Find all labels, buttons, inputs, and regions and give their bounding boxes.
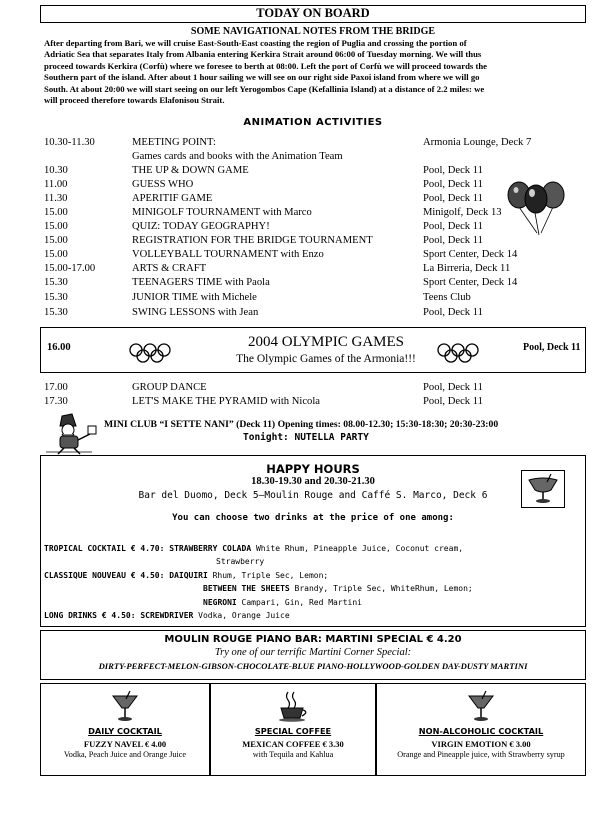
nav-notes-line: Southern part of the island. After about 1 hour sailing we will see on our right side Paxoi island from where we will go bbox=[44, 72, 480, 83]
activity-time: 17.30 bbox=[44, 396, 68, 407]
drink-row bbox=[216, 557, 264, 566]
drink-row bbox=[44, 571, 328, 580]
activity-name: REGISTRATION FOR THE BRIDGE TOURNAMENT bbox=[132, 235, 373, 246]
activity-place: Sport Center, Deck 14 bbox=[423, 277, 518, 288]
drink-row bbox=[44, 611, 290, 620]
activity-time: 15.30 bbox=[44, 307, 68, 318]
martini-list: DIRTY-PERFECT-MELON-GIBSON-CHOCOLATE-BLUE PIANO-HOLLYWOOD-GOLDEN DAY-DUSTY MARTINI bbox=[98, 661, 528, 671]
olympic-place: Pool, Deck 11 bbox=[523, 342, 581, 353]
happy-hours-box bbox=[40, 455, 586, 627]
activity-place: Pool, Deck 11 bbox=[423, 179, 483, 190]
activity-time: 10.30-11.30 bbox=[44, 137, 95, 148]
activity-name: LET'S MAKE THE PYRAMID with Nicola bbox=[132, 396, 320, 407]
activity-name: TEENAGERS TIME with Paola bbox=[132, 277, 270, 288]
dwarf-icon bbox=[42, 412, 98, 456]
activity-place: Pool, Deck 11 bbox=[423, 165, 483, 176]
olympic-subtitle: The Olympic Games of the Armonia!!! bbox=[236, 353, 416, 365]
nav-notes-line: After departing from Bari, we will cruise East-South-East coasting the region of Puglia and crossing the portion of bbox=[44, 38, 467, 48]
activity-place: Pool, Deck 11 bbox=[423, 221, 483, 232]
activity-place: Sport Center, Deck 14 bbox=[423, 249, 518, 260]
balloons-icon bbox=[505, 177, 565, 237]
activity-time: 17.00 bbox=[44, 382, 68, 393]
activity-place: Pool, Deck 11 bbox=[423, 193, 483, 204]
activity-time: 11.00 bbox=[44, 179, 68, 190]
page-title: TODAY ON BOARD bbox=[40, 5, 586, 23]
drink-name: STRAWBERRY COLADA bbox=[169, 544, 252, 553]
activity-time: 15.00 bbox=[44, 221, 68, 232]
drink-ingredients: Campari, Gin, Red Martini bbox=[241, 598, 362, 607]
drink-row bbox=[203, 598, 362, 607]
drink-ingredients: Strawberry bbox=[216, 557, 265, 566]
drink-name: BETWEEN THE SHEETS bbox=[203, 584, 290, 593]
happy-hours-offer: You can choose two drinks at the price of one among: bbox=[172, 513, 454, 523]
olympic-rings-icon bbox=[129, 343, 171, 363]
special-name: FUZZY NAVEL € 4.00 bbox=[83, 739, 167, 749]
special-heading: NON-ALCOHOLIC COCKTAIL bbox=[418, 726, 544, 736]
activity-place: Pool, Deck 11 bbox=[423, 307, 483, 318]
activity-time: 15.30 bbox=[44, 277, 68, 288]
special-name: MEXICAN COFFEE € 3.30 bbox=[242, 739, 344, 749]
activity-time: 15.00 bbox=[44, 235, 68, 246]
special-description: Orange and Pineapple juice, with Strawberry syrup bbox=[397, 750, 565, 759]
activity-place: La Birreria, Deck 11 bbox=[423, 263, 511, 274]
special-heading: DAILY COCKTAIL bbox=[88, 726, 162, 736]
nav-notes-line: Adriatic Sea that separates Italy from Albania entering Kerkira Strait around 06:00 of Tuesday morning. We will thus bbox=[44, 49, 482, 60]
happy-hours-times: 18.30-19.30 and 20.30-21.30 bbox=[251, 476, 375, 487]
drink-category: CLASSIQUE NOUVEAU € 4.50: bbox=[44, 571, 165, 580]
cocktail-glass-icon bbox=[521, 470, 565, 508]
piano-bar-box bbox=[40, 630, 586, 680]
activity-name: MEETING POINT: bbox=[132, 137, 216, 148]
special-description: with Tequila and Kahlua bbox=[252, 750, 334, 759]
drink-name: SCREWDRIVER bbox=[140, 611, 194, 620]
cocktail-glass-icon bbox=[110, 690, 140, 724]
happy-hours-bars: Bar del Duomo, Deck 5—Moulin Rouge and Caffé S. Marco, Deck 6 bbox=[138, 490, 488, 501]
animation-title: ANIMATION ACTIVITIES bbox=[243, 117, 383, 128]
activity-name: Games cards and books with the Animation Team bbox=[132, 151, 343, 162]
nav-notes-title: SOME NAVIGATIONAL NOTES FROM THE BRIDGE bbox=[190, 26, 436, 37]
drink-name: NEGRONI bbox=[203, 598, 237, 607]
activity-name: QUIZ: TODAY GEOGRAPHY! bbox=[132, 221, 270, 232]
drink-name: DAIQUIRI bbox=[169, 571, 208, 580]
mini-club-info: MINI CLUB “I SETTE NANI” (Deck 11) Opening times: 08.00-12.30; 15:30-18:30; 20:30-23:00 bbox=[104, 419, 499, 430]
olympic-games-box bbox=[40, 327, 586, 373]
activity-place: Pool, Deck 11 bbox=[423, 382, 483, 393]
cocktail-glass-icon bbox=[466, 690, 496, 724]
activity-name: SWING LESSONS with Jean bbox=[132, 307, 259, 318]
drink-row bbox=[203, 584, 473, 593]
activity-time: 15.00 bbox=[44, 207, 68, 218]
special-name: VIRGIN EMOTION € 3.00 bbox=[431, 739, 531, 749]
nav-notes-line: South. At about 20:00 we will start seeing on our left Yerogombos Cape (Kefallinia Island) at a distance of 2.2 miles: we bbox=[44, 83, 485, 94]
activity-time: 15.00-17.00 bbox=[44, 263, 96, 274]
activity-time: 15.00 bbox=[44, 249, 68, 260]
olympic-title: 2004 OLYMPIC GAMES bbox=[247, 334, 404, 350]
special-coffee-box bbox=[210, 683, 376, 776]
drink-ingredients: Vodka, Orange Juice bbox=[198, 611, 290, 620]
special-description: Vodka, Peach Juice and Orange Juice bbox=[63, 750, 187, 759]
activity-name: VOLLEYBALL TOURNAMENT with Enzo bbox=[132, 249, 324, 260]
drink-row bbox=[44, 544, 463, 553]
piano-bar-title: MOULIN ROUGE PIANO BAR: MARTINI SPECIAL € 4.20 bbox=[164, 634, 462, 645]
nav-notes-body bbox=[44, 38, 588, 106]
activity-time: 11.30 bbox=[44, 193, 68, 204]
daily-cocktail-box bbox=[40, 683, 210, 776]
activity-time: 10.30 bbox=[44, 165, 68, 176]
piano-bar-intro: Try one of our terrific Martini Corner Special: bbox=[214, 647, 412, 658]
activity-name: APERITIF GAME bbox=[132, 193, 213, 204]
special-heading: SPECIAL COFFEE bbox=[254, 726, 332, 736]
activity-name: ARTS & CRAFT bbox=[132, 263, 207, 274]
nav-notes-line: will proceed therefore towards Elafonisou Strait. bbox=[44, 95, 225, 106]
activity-name: GUESS WHO bbox=[132, 179, 194, 190]
happy-hours-title: HAPPY HOURS bbox=[266, 462, 360, 476]
coffee-cup-icon bbox=[276, 690, 310, 722]
activity-place: Teens Club bbox=[423, 292, 471, 303]
drink-ingredients: White Rhum, Pineapple Juice, Coconut cream, bbox=[255, 544, 464, 553]
activity-place: Armonia Lounge, Deck 7 bbox=[423, 137, 532, 148]
olympic-rings-icon bbox=[437, 343, 479, 363]
activity-name: GROUP DANCE bbox=[132, 382, 207, 393]
olympic-time: 16.00 bbox=[47, 342, 71, 353]
drink-ingredients: Brandy, Triple Sec, WhiteRhum, Lemon; bbox=[294, 584, 473, 593]
non-alcoholic-cocktail-box bbox=[376, 683, 586, 776]
activity-place: Pool, Deck 11 bbox=[423, 396, 483, 407]
activity-time: 15.30 bbox=[44, 292, 68, 303]
activity-place: Pool, Deck 11 bbox=[423, 235, 483, 246]
drink-category: LONG DRINKS € 4.50: bbox=[44, 611, 136, 620]
tonight-event: Tonight: NUTELLA PARTY bbox=[243, 432, 369, 443]
activity-place: Minigolf, Deck 13 bbox=[423, 207, 502, 218]
activity-name: THE UP & DOWN GAME bbox=[132, 165, 249, 176]
drink-category: TROPICAL COCKTAIL € 4.70: bbox=[44, 544, 165, 553]
nav-notes-line: proceed towards Kerkira (Corfù) where we foresee to berth at 08:00. Left the port of Corfù we will proceed towards the bbox=[44, 60, 488, 71]
drink-ingredients: Rhum, Triple Sec, Lemon; bbox=[212, 571, 329, 580]
activity-name: MINIGOLF TOURNAMENT with Marco bbox=[132, 207, 312, 218]
activity-name: JUNIOR TIME with Michele bbox=[132, 292, 257, 303]
